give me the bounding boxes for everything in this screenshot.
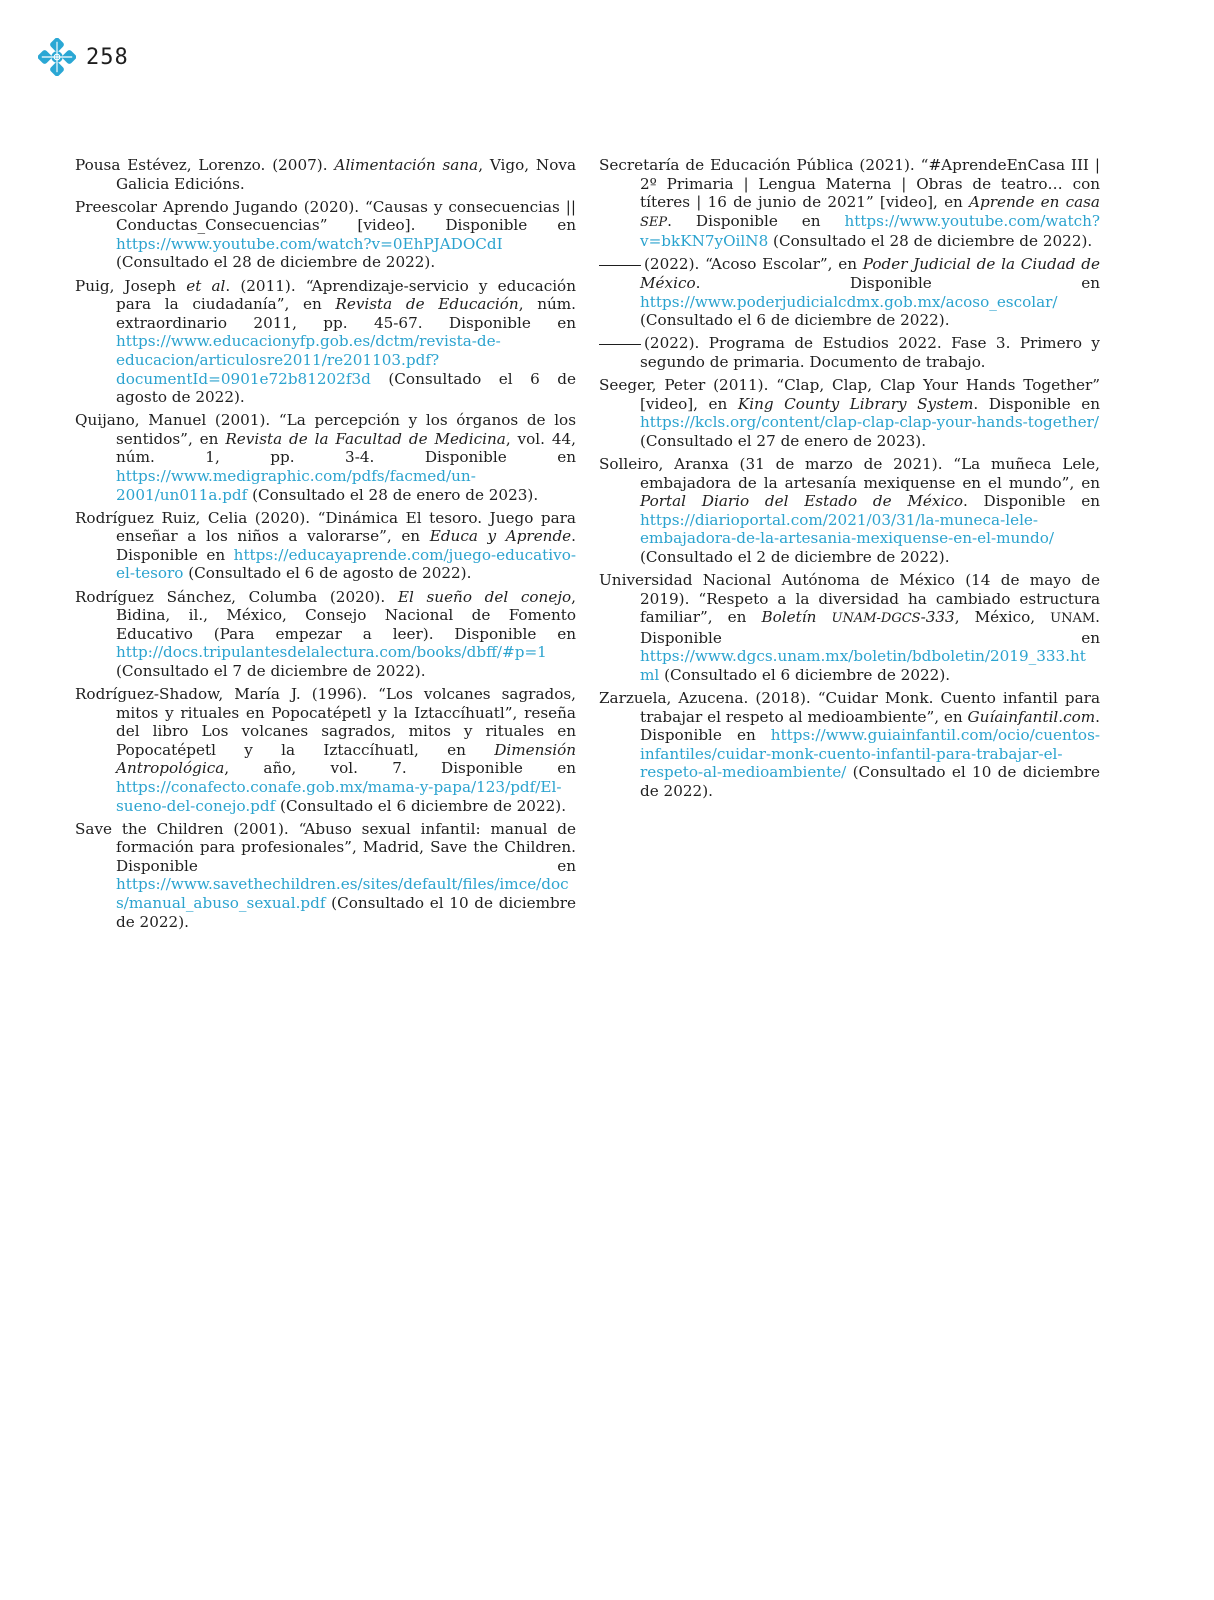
reference-text: (Consultado el 28 de diciembre de 2022). (768, 232, 1093, 251)
reference-acronym: UNAM (1050, 611, 1096, 627)
reference-text: (Consultado el 6 diciembre de 2022). (659, 665, 951, 684)
reference-title: Boletín (761, 608, 832, 627)
reference-entry (599, 571, 1100, 685)
reference-text: (Consultado el 6 de agosto de 2022). (116, 369, 576, 407)
reference-text: . Disponible en (640, 608, 1100, 647)
reference-entry (75, 411, 576, 504)
reference-title: Portal Diario del Estado de México (640, 492, 963, 511)
reference-title: -333 (920, 608, 955, 627)
reference-text: (Consultado el 6 de diciembre de 2022). (640, 311, 950, 330)
reference-text: (2022). Programa de Estudios 2022. Fase 3. Primero y segundo de primaria. Documento de trabajo. (640, 334, 1100, 371)
reference-text: (Consultado el 10 de diciembre de 2022). (640, 763, 1100, 800)
reference-text: . Disponible en (962, 492, 1100, 511)
reference-acronym: SEP (640, 214, 668, 230)
reference-link[interactable]: https://educayaprende.com/juego-educativo-el-tesoro (116, 545, 576, 583)
reference-title: Aprende en casa (969, 193, 1100, 212)
reference-text: Preescolar Aprendo Jugando (2020). “Causas y consecuencias || Conductas_Consecuencias” [video]. Disponible en (75, 197, 576, 235)
reference-link[interactable]: https://kcls.org/content/clap-clap-clap-your-hands-together/ (640, 413, 1099, 432)
reference-title: Revista de la Facultad de Medicina (225, 429, 506, 448)
reference-text: Rodríguez-Shadow, María J. (1996). “Los volcanes sagrados, mitos y rituales en Popocatépetl y la Iztaccíhuatl”, reseña del libro Los volcanes sagrados, mitos y rituales en Popocatépetl y la Iztaccíhuatl, en (75, 685, 576, 759)
reference-entry (599, 689, 1100, 801)
reference-text: . Disponible en (116, 527, 576, 564)
reference-text: Rodríguez Ruiz, Celia (2020). “Dinámica El tesoro. Juego para enseñar a los niños a valorarse”, en (75, 508, 576, 546)
reference-entry (599, 376, 1100, 450)
reference-text: Puig, Joseph (75, 276, 187, 295)
reference-entry (599, 455, 1100, 567)
page-header (38, 38, 129, 76)
reference-title: El sueño del conejo (397, 587, 572, 606)
reference-text: Universidad Nacional Autónoma de México (14 de mayo de 2019). “Respeto a la diversidad ha cambiado estructura familiar”, en (599, 570, 1100, 627)
reference-title: Alimentación sana (334, 156, 479, 174)
reference-entry (599, 334, 1100, 371)
reference-text: (Consultado el 6 diciembre de 2022). (275, 796, 567, 815)
right-column (599, 156, 1100, 936)
reference-text: (Consultado el 27 de enero de 2023). (640, 431, 927, 450)
reference-text: Pousa Estévez, Lorenzo. (2007). (75, 156, 335, 174)
reference-text: Save the Children (2001). “Abuso sexual infantil: manual de formación para profesionales”, Madrid, Save the Children. Disponible en (75, 819, 576, 875)
reference-text: , Vigo, Nova Galicia Edicións. (116, 156, 576, 193)
reference-title: Guíainfantil.com (967, 707, 1096, 726)
reference-entry (75, 588, 576, 681)
reference-text: (Consultado el 28 de enero de 2023). (247, 485, 539, 504)
reference-entry (75, 820, 576, 932)
reference-text: , vol. 44, núm. 1, pp. 3-4. Disponible en (116, 429, 576, 467)
reference-text: (Consultado el 7 de diciembre de 2022). (116, 661, 426, 680)
reference-text: Solleiro, Aranxa (31 de marzo de 2021). “La muñeca Lele, embajadora de la artesanía mexiquense en el mundo”, en (599, 454, 1100, 492)
reference-title: Dimensión Antropológica (116, 740, 576, 778)
references-list (75, 156, 1100, 936)
reference-link[interactable]: https://www.youtube.com/watch?v=0EhPJADOCdI (116, 234, 503, 253)
reference-link[interactable]: https://www.poderjudicialcdmx.gob.mx/acoso_escolar/ (640, 292, 1058, 311)
reference-entry (75, 277, 576, 407)
reference-text: . Disponible en (667, 211, 845, 230)
reference-link[interactable]: http://docs.tripulantesdelalectura.com/books/dbff/#p=1 (116, 643, 547, 662)
reference-title: Educa y Aprende (429, 527, 572, 546)
reference-title: King County Library System (737, 394, 974, 413)
reference-entry (599, 156, 1100, 251)
page-number: 258 (86, 44, 129, 70)
reference-entry (599, 255, 1100, 329)
reference-title: et al (186, 276, 226, 295)
reference-link[interactable]: https://www.educacionyfp.gob.es/dctm/revista-de-educacion/articulosre2011/re201103.pdf?documentId=0901e72b81202f3d (116, 332, 501, 388)
reference-text: Secretaría de Educación Pública (2021). “#AprendeEnCasa III | 2º Primaria | Lengua Materna | Obras de teatro… con títeres | 16 de junio de 2021” [video], en (599, 156, 1100, 212)
reference-link[interactable]: https://www.savethechildren.es/sites/default/files/imce/docs/manual_abuso_sexual.pdf (116, 875, 569, 913)
reference-text: , año, vol. 7. Disponible en (224, 759, 576, 778)
reference-text: Quijano, Manuel (2001). “La percepción y los órganos de los sentidos”, en (75, 411, 576, 448)
reference-link[interactable]: https://www.guiainfantil.com/ocio/cuentos-infantiles/cuidar-monk-cuento-infantil-para-trabajar-el-respeto-al-medioambiente/ (640, 726, 1100, 782)
reference-title: Poder Judicial de la Ciudad de México (640, 255, 1100, 293)
reference-text: . Disponible en (695, 274, 1100, 293)
reference-link[interactable]: https://diarioportal.com/2021/03/31/la-muneca-lele-embajadora-de-la-artesania-mexiquense-en-el-mundo/ (640, 510, 1055, 548)
reference-entry (75, 156, 576, 193)
reference-entry (75, 198, 576, 272)
reference-text: , Bidina, il., México, Consejo Nacional de Fomento Educativo (Para empezar a leer). Disponible en (116, 587, 576, 643)
reference-link[interactable]: https://www.medigraphic.com/pdfs/facmed/un-2001/un011a.pdf (116, 467, 476, 504)
left-column (75, 156, 576, 936)
reference-text: (Consultado el 28 de diciembre de 2022). (116, 253, 436, 272)
reference-text: . Disponible en (640, 707, 1100, 745)
reference-link[interactable]: https://conafecto.conafe.gob.mx/mama-y-papa/123/pdf/El-sueno-del-conejo.pdf (116, 778, 562, 815)
reference-text: , México, (954, 608, 1051, 627)
reference-text: Rodríguez Sánchez, Columba (2020). (75, 587, 398, 606)
reference-text: (2022). “Acoso Escolar”, en (644, 255, 863, 274)
reference-link[interactable]: https://www.youtube.com/watch?v=bkKN7yOilN8 (640, 211, 1100, 251)
reference-link[interactable]: https://www.dgcs.unam.mx/boletin/bdboletin/2019_333.html (640, 647, 1086, 684)
reference-text: (Consultado el 2 de diciembre de 2022). (640, 547, 950, 566)
repeat-author-dash (599, 344, 641, 345)
reference-acronym: UNAM-DGCS (831, 611, 921, 627)
reference-text: (Consultado el 10 de diciembre de 2022). (116, 894, 576, 931)
reference-text: Seeger, Peter (2011). “Clap, Clap, Clap Your Hands Together” [video], en (599, 376, 1100, 413)
flower-logo-icon (38, 38, 76, 76)
reference-entry (75, 685, 576, 815)
reference-entry (75, 509, 576, 583)
reference-text: (Consultado el 6 de agosto de 2022). (183, 564, 472, 583)
repeat-author-dash (599, 265, 641, 266)
reference-title: Revista de Educación (335, 295, 519, 314)
reference-text: , núm. extraordinario 2011, pp. 45-67. Disponible en (116, 295, 576, 332)
reference-text: Zarzuela, Azucena. (2018). “Cuidar Monk. Cuento infantil para trabajar el respeto al medioambiente”, en (599, 689, 1100, 726)
reference-text: . Disponible en (973, 394, 1100, 413)
reference-text: . (2011). “Aprendizaje-servicio y educación para la ciudadanía”, en (116, 276, 576, 314)
